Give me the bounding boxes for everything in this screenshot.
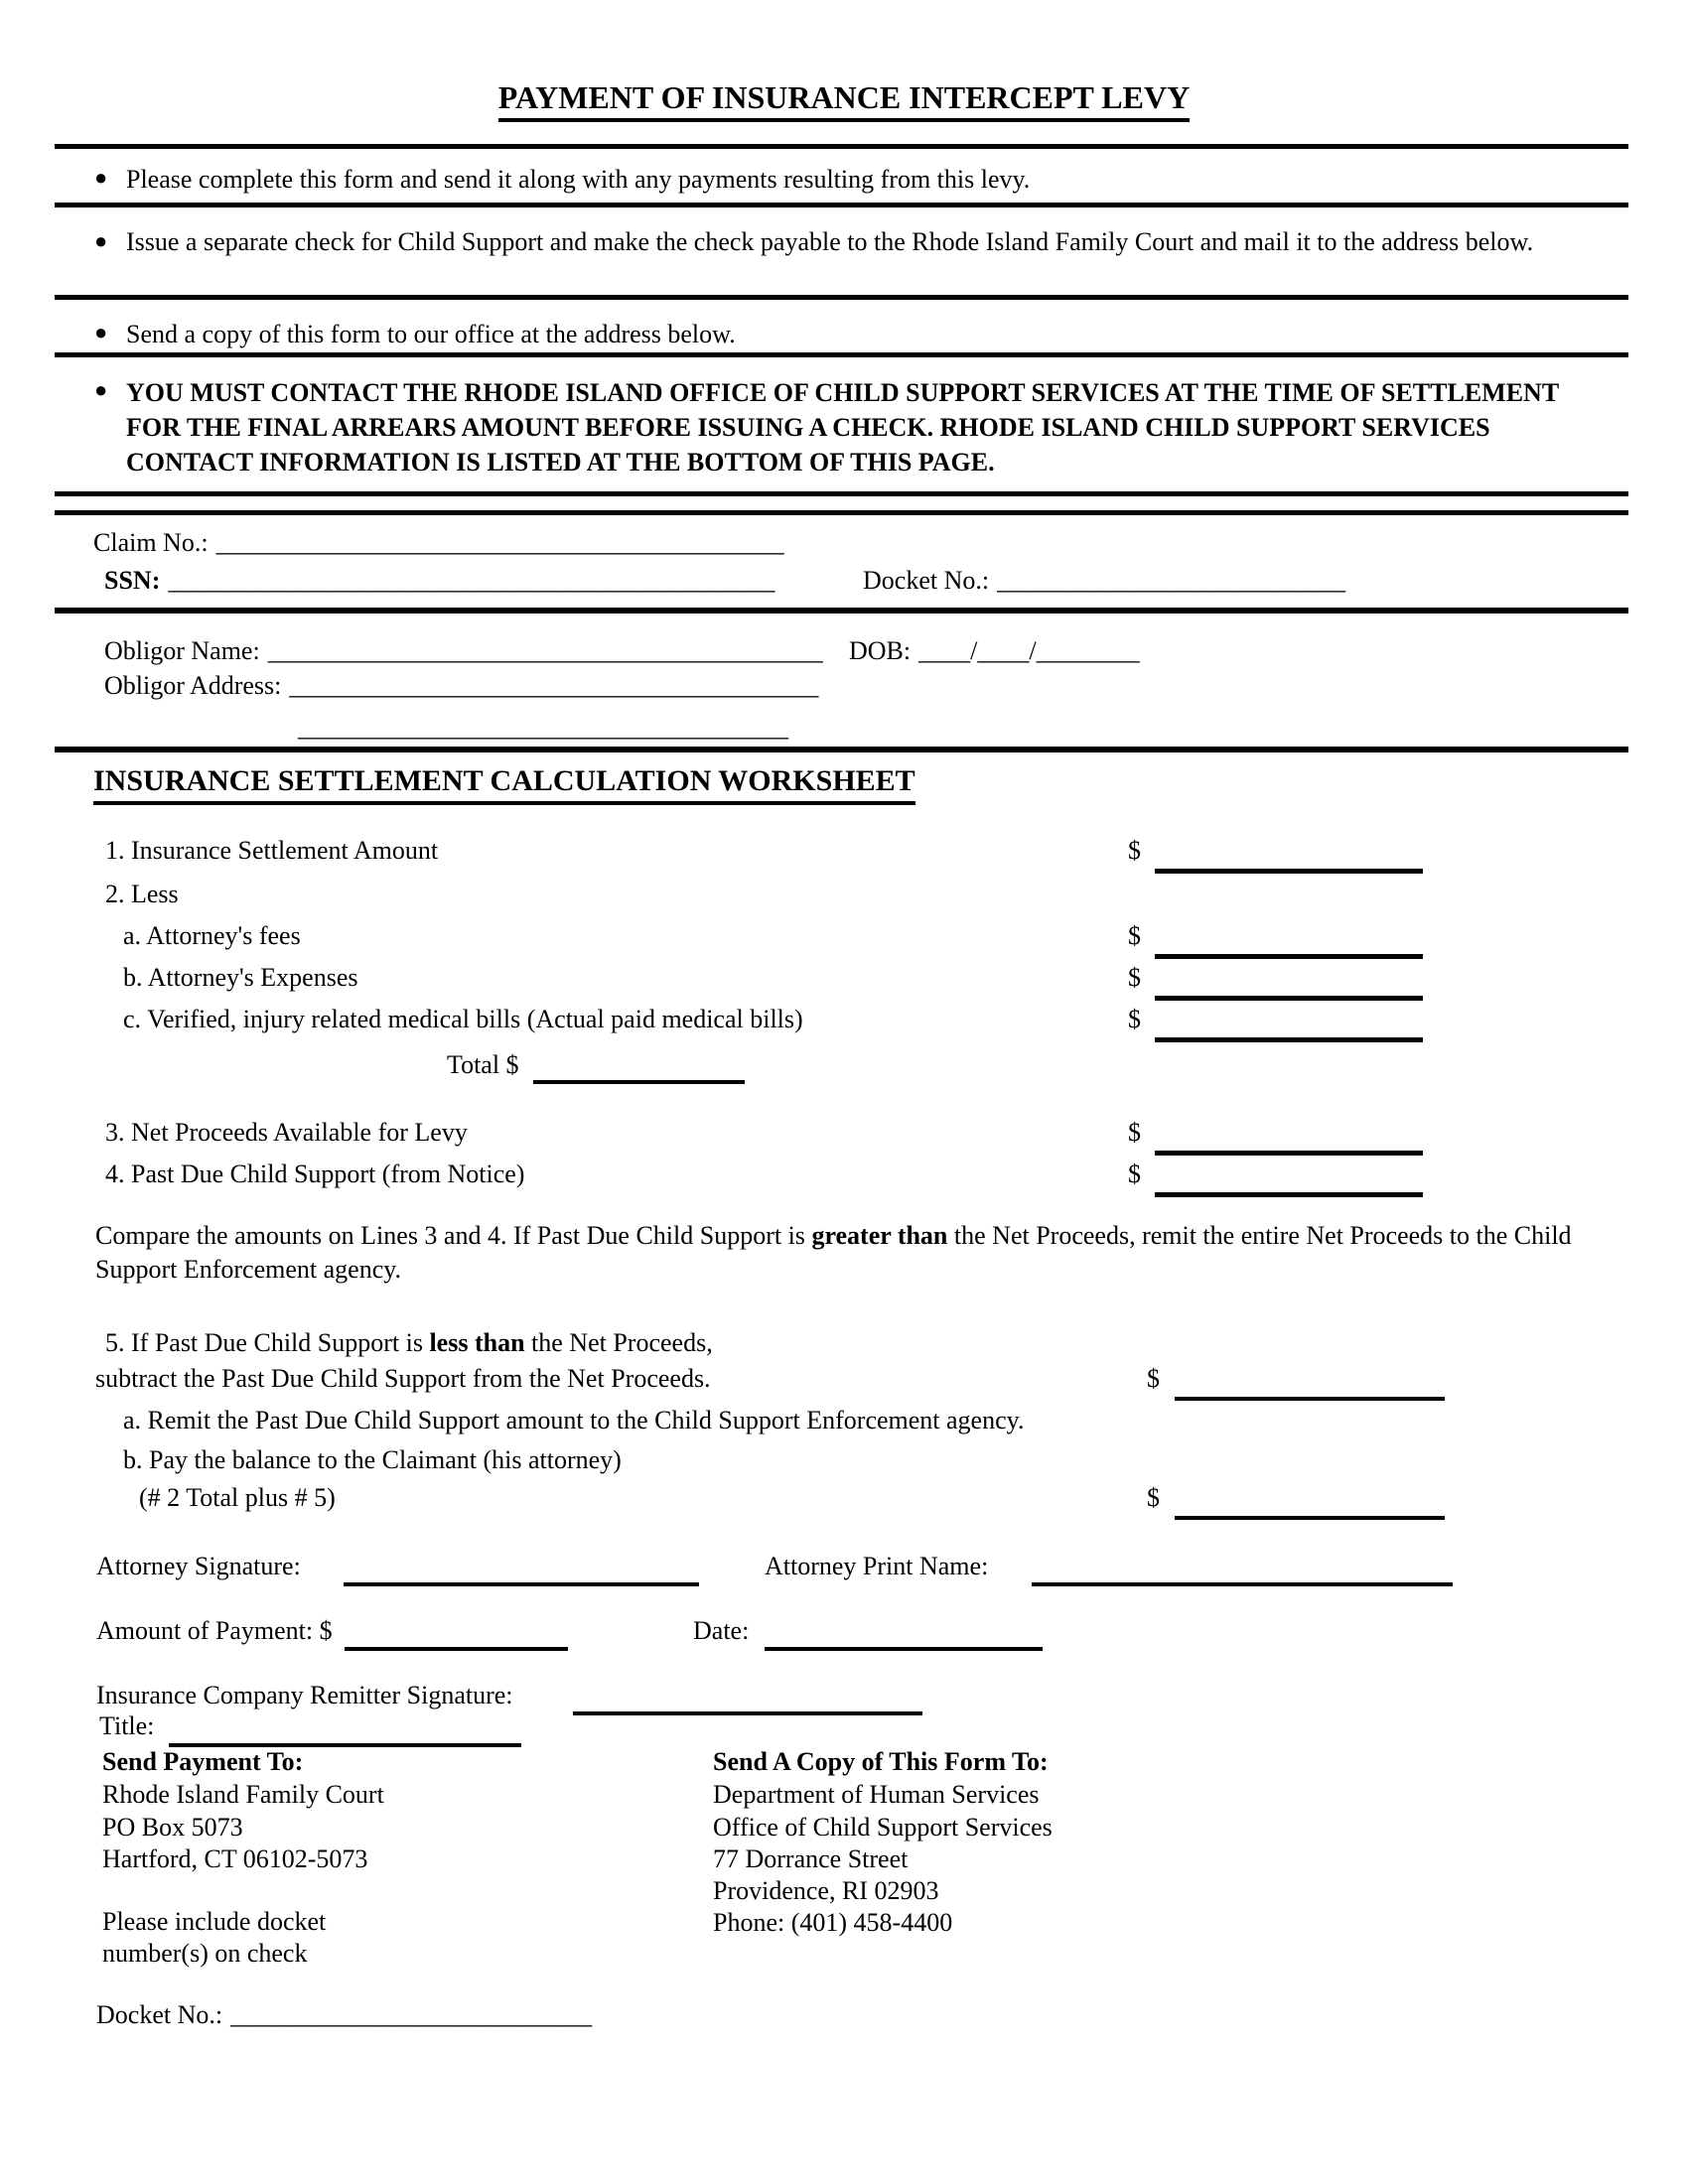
payment-address-line: PO Box 5073 <box>102 1813 243 1842</box>
remitter-title-label: Title: <box>99 1711 155 1740</box>
ws-line5b-label: b. Pay the balance to the Claimant (his attorney) <box>123 1445 622 1474</box>
ws-line1-label: 1. Insurance Settlement Amount <box>105 836 439 865</box>
divider-rule <box>55 747 1628 752</box>
bottom-docket-blank: ____________________________ <box>230 2000 593 2029</box>
amount-of-payment-line <box>345 1647 568 1651</box>
copy-address-line: Providence, RI 02903 <box>713 1876 939 1905</box>
ws-line5a-label: a. Remit the Past Due Child Support amount to the Child Support Enforcement agency. <box>123 1406 1025 1434</box>
dollar-sign: $ <box>1128 921 1141 950</box>
claim-row <box>93 528 784 558</box>
dollar-sign: $ <box>1128 1160 1141 1188</box>
dollar-sign: $ <box>1128 836 1141 865</box>
dollar-sign: $ <box>1128 963 1141 992</box>
ws-line1-amount-line <box>1155 869 1423 874</box>
ws-total-line <box>533 1080 745 1084</box>
double-rule-top <box>55 491 1628 496</box>
ssn-row <box>104 566 774 596</box>
ws-line5-amount-line <box>1175 1397 1445 1401</box>
claim-label: Claim No.: <box>93 528 209 557</box>
attorney-signature-line <box>344 1582 699 1586</box>
ws-line2c-label: c. Verified, injury related medical bills (Actual paid medical bills) <box>123 1005 803 1033</box>
ws-line5b2-amount-line <box>1175 1516 1445 1520</box>
dollar-sign: $ <box>1147 1364 1160 1393</box>
docket-label: Docket No.: <box>863 566 990 595</box>
ws-line2b-label: b. Attorney's Expenses <box>123 963 358 992</box>
ssn-label: SSN: <box>104 566 161 595</box>
bottom-docket-row <box>96 2000 592 2030</box>
page-title: PAYMENT OF INSURANCE INTERCEPT LEVY <box>0 79 1688 122</box>
dob-blank: ____/____/________ <box>918 636 1140 665</box>
copy-phone-line: Phone: (401) 458-4400 <box>713 1908 953 1937</box>
bullet-icon: ● <box>94 377 108 402</box>
obligor-address-blank2: ______________________________________ <box>298 713 788 742</box>
bullet-icon: ● <box>94 165 108 190</box>
ws-line2b-amount-line <box>1155 996 1423 1001</box>
divider-rule <box>55 608 1628 614</box>
docket-row <box>863 566 1345 596</box>
remitter-signature-line <box>573 1711 922 1715</box>
payment-note-line1: Please include docket <box>102 1907 327 1936</box>
dollar-sign: $ <box>1128 1005 1141 1033</box>
date-label: Date: <box>693 1616 750 1645</box>
payment-address-line: Rhode Island Family Court <box>102 1780 384 1809</box>
instruction-bullet-3: Send a copy of this form to our office at the address below. <box>126 320 736 348</box>
ws-line2a-label: a. Attorney's fees <box>123 921 301 950</box>
ssn-blank: _______________________________________________ <box>168 566 775 595</box>
docket-blank: ___________________________ <box>997 566 1346 595</box>
instruction-bullet-1: Please complete this form and send it along with any payments resulting from this levy. <box>126 165 1031 194</box>
attorney-signature-label: Attorney Signature: <box>96 1552 301 1580</box>
obligor-name-label: Obligor Name: <box>104 636 260 665</box>
bullet-icon: ● <box>94 320 108 344</box>
ws-total-label: Total $ <box>447 1050 519 1079</box>
ws-line3-label: 3. Net Proceeds Available for Levy <box>105 1118 468 1147</box>
remitter-signature-label: Insurance Company Remitter Signature: <box>96 1681 513 1709</box>
instruction-bullet-4: YOU MUST CONTACT THE RHODE ISLAND OFFICE OF CHILD SUPPORT SERVICES AT THE TIME OF SETTLEMENT FOR THE FINAL ARREARS AMOUNT BEFORE ISSUING A CHECK. RHODE ISLAND CHILD SUPPORT SERVICES CONTACT INFORMATION IS LISTED AT THE BOTTOM OF THIS PAGE. <box>126 378 1559 477</box>
attorney-print-name-line <box>1032 1582 1453 1586</box>
bottom-docket-label: Docket No.: <box>96 2000 223 2029</box>
attorney-print-name-label: Attorney Print Name: <box>765 1552 989 1580</box>
compare-paragraph: Compare the amounts on Lines 3 and 4. If Past Due Child Support is greater than the Net Proceeds, remit the entire Net Proceeds to the Child Support Enforcement agency. <box>95 1221 1572 1284</box>
dollar-sign: $ <box>1147 1483 1160 1512</box>
payment-note-line2: number(s) on check <box>102 1939 308 1968</box>
ws-line2a-amount-line <box>1155 954 1423 959</box>
dob-label: DOB: <box>849 636 912 665</box>
worksheet-heading: INSURANCE SETTLEMENT CALCULATION WORKSHEET <box>93 764 915 805</box>
claim-blank: ____________________________________________ <box>215 528 784 557</box>
divider-rule <box>55 144 1628 149</box>
copy-address-line: Office of Child Support Services <box>713 1813 1053 1842</box>
ws-line2c-amount-line <box>1155 1037 1423 1042</box>
bullet-icon: ● <box>94 228 108 253</box>
divider-rule <box>55 352 1628 357</box>
date-line <box>765 1647 1043 1651</box>
ws-line5-label: 5. If Past Due Child Support is less than the Net Proceeds, <box>105 1328 713 1357</box>
ws-line3-amount-line <box>1155 1151 1423 1156</box>
ws-line5b2-label: (# 2 Total plus # 5) <box>139 1483 336 1512</box>
obligor-address-blank: _________________________________________ <box>289 671 819 700</box>
ws-line5-sub-label: subtract the Past Due Child Support from the Net Proceeds. <box>95 1364 711 1393</box>
ws-line4-label: 4. Past Due Child Support (from Notice) <box>105 1160 525 1188</box>
obligor-address-label: Obligor Address: <box>104 671 282 700</box>
obligor-address-line2 <box>298 713 788 743</box>
divider-rule <box>55 203 1628 207</box>
dob-row <box>849 636 1140 666</box>
double-rule-bottom <box>55 510 1628 515</box>
divider-rule <box>55 295 1628 300</box>
instruction-bullet-2: Issue a separate check for Child Support and make the check payable to the Rhode Island Family Court and mail it to the address below. <box>126 227 1534 256</box>
payment-address-line: Hartford, CT 06102-5073 <box>102 1844 368 1873</box>
ws-line4-amount-line <box>1155 1192 1423 1197</box>
ws-line2-label: 2. Less <box>105 880 179 908</box>
obligor-name-blank: ___________________________________________ <box>267 636 823 665</box>
dollar-sign: $ <box>1128 1118 1141 1147</box>
copy-address-line: 77 Dorrance Street <box>713 1844 909 1873</box>
send-copy-to-heading: Send A Copy of This Form To: <box>713 1747 1049 1776</box>
obligor-name-row <box>104 636 823 666</box>
obligor-address-row <box>104 671 818 701</box>
send-payment-to-heading: Send Payment To: <box>102 1747 304 1776</box>
copy-address-line: Department of Human Services <box>713 1780 1040 1809</box>
amount-of-payment-label: Amount of Payment: $ <box>96 1616 333 1645</box>
